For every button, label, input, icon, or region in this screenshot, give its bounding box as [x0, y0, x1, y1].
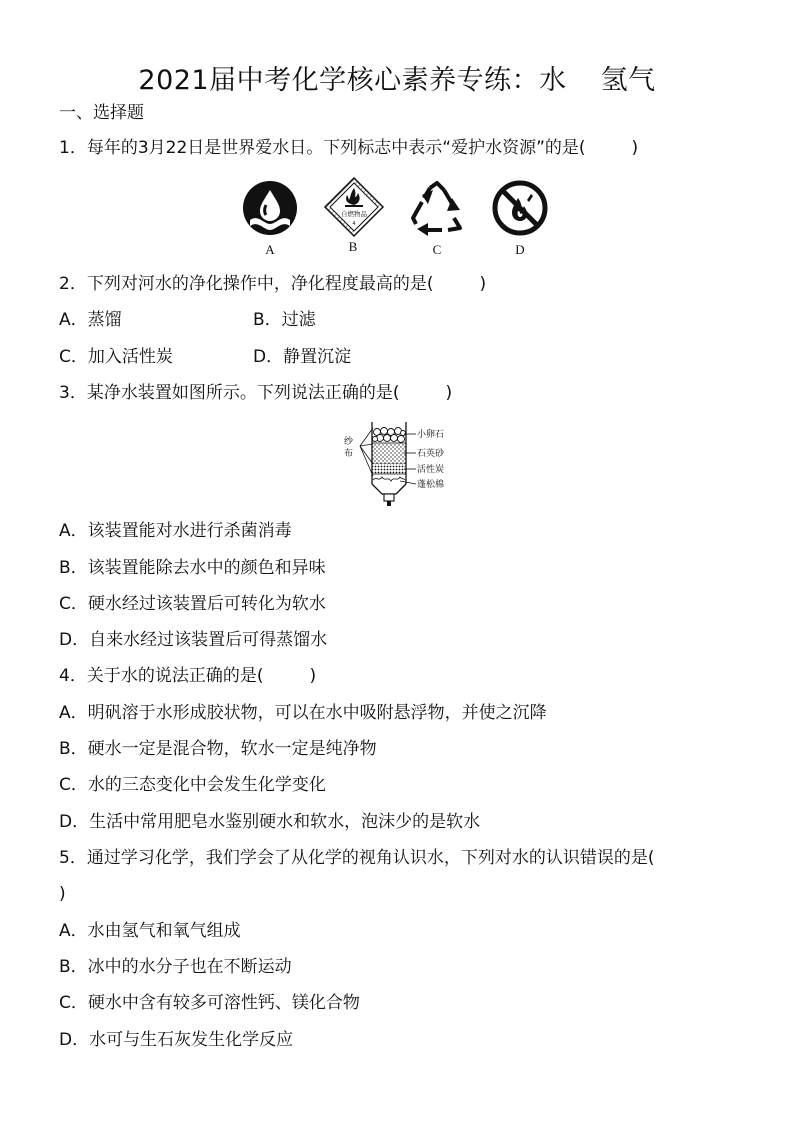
title-part1: 2021届中考化学核心素养专练：水	[138, 65, 567, 96]
page-title	[0, 58, 794, 97]
question-5	[59, 846, 654, 870]
question-3-option-b: B．该装置能除去水中的颜色和异味	[59, 558, 326, 578]
question-5-option-c: C．硬水中含有较多可溶性钙、镁化合物	[59, 993, 360, 1013]
question-4-option-a: A．明矾溶于水形成胶状物，可以在水中吸附悬浮物，并使之沉降	[59, 703, 547, 723]
question-4-stem: 4．关于水的说法正确的是(	[59, 666, 264, 686]
question-5-option-d: D．水可与生石灰发生化学反应	[59, 1030, 294, 1050]
question-3-option-d: D．自来水经过该装置后可得蒸馏水	[59, 630, 328, 650]
question-2-option-d: D．静置沉淀	[253, 347, 352, 367]
filter-gauze-label-2: 布	[344, 449, 354, 459]
question-3	[59, 381, 452, 405]
sign-d-label: D	[515, 242, 525, 257]
question-3-option-a: A．该装置能对水进行杀菌消毒	[59, 521, 292, 541]
question-4	[59, 664, 316, 688]
question-1-signs	[240, 180, 560, 264]
filter-layer-carbon: 活性炭	[417, 465, 445, 475]
question-2-option-c: C．加入活性炭	[59, 347, 173, 367]
sign-d	[490, 180, 550, 258]
question-2	[59, 272, 486, 296]
question-3-close: )	[445, 383, 453, 403]
question-1-stem: 1．每年的3月22日是世界爱水日。下列标志中表示“爱护水资源”的是(	[59, 138, 586, 158]
question-2-close: )	[479, 274, 487, 294]
question-5-close: )	[59, 884, 66, 904]
sign-a-label: A	[265, 242, 275, 257]
filter-gauze-label-1: 纱	[344, 437, 354, 447]
question-3-option-c: C．硬水经过该装置后可转化为软水	[59, 594, 326, 614]
section-heading: 一、选择题	[59, 103, 144, 123]
question-4-option-c: C．水的三态变化中会发生化学变化	[59, 775, 326, 795]
question-3-stem: 3．某净水装置如图所示。下列说法正确的是(	[59, 383, 400, 403]
svg-text:4: 4	[352, 221, 356, 227]
question-2-option-a: A．蒸馏	[59, 310, 122, 330]
question-1	[59, 136, 638, 160]
question-4-option-b: B．硬水一定是混合物，软水一定是纯净物	[59, 739, 377, 759]
sign-a	[240, 180, 300, 258]
water-filter-diagram	[338, 420, 458, 508]
sign-b	[323, 180, 383, 255]
sign-c	[407, 180, 467, 258]
flammable-solid-icon	[323, 176, 385, 238]
recycle-icon	[408, 180, 466, 236]
filter-layer-cotton: 蓬松棉	[417, 480, 445, 490]
filter-layer-pebbles: 小卵石	[417, 430, 445, 440]
question-2-option-b: B．过滤	[253, 310, 316, 330]
sign-c-label: C	[432, 242, 442, 257]
title-part2: 氢气	[600, 65, 656, 96]
sign-b-label: B	[348, 239, 358, 254]
question-1-close: )	[631, 138, 639, 158]
water-saving-icon	[242, 180, 298, 236]
question-4-close: )	[309, 666, 317, 686]
no-fire-icon	[492, 180, 548, 236]
question-5-option-b: B．冰中的水分子也在不断运动	[59, 957, 292, 977]
sign-b-text: 自燃物品	[341, 210, 367, 218]
question-4-option-d: D．生活中常用肥皂水鉴别硬水和软水，泡沫少的是软水	[59, 812, 481, 832]
question-5-option-a: A．水由氢气和氧气组成	[59, 921, 241, 941]
question-5-stem: 5．通过学习化学，我们学会了从化学的视角认识水，下列对水的认识错误的是(	[59, 848, 655, 868]
question-2-stem: 2．下列对河水的净化操作中，净化程度最高的是(	[59, 274, 434, 294]
filter-layer-sand: 石英砂	[417, 449, 445, 459]
